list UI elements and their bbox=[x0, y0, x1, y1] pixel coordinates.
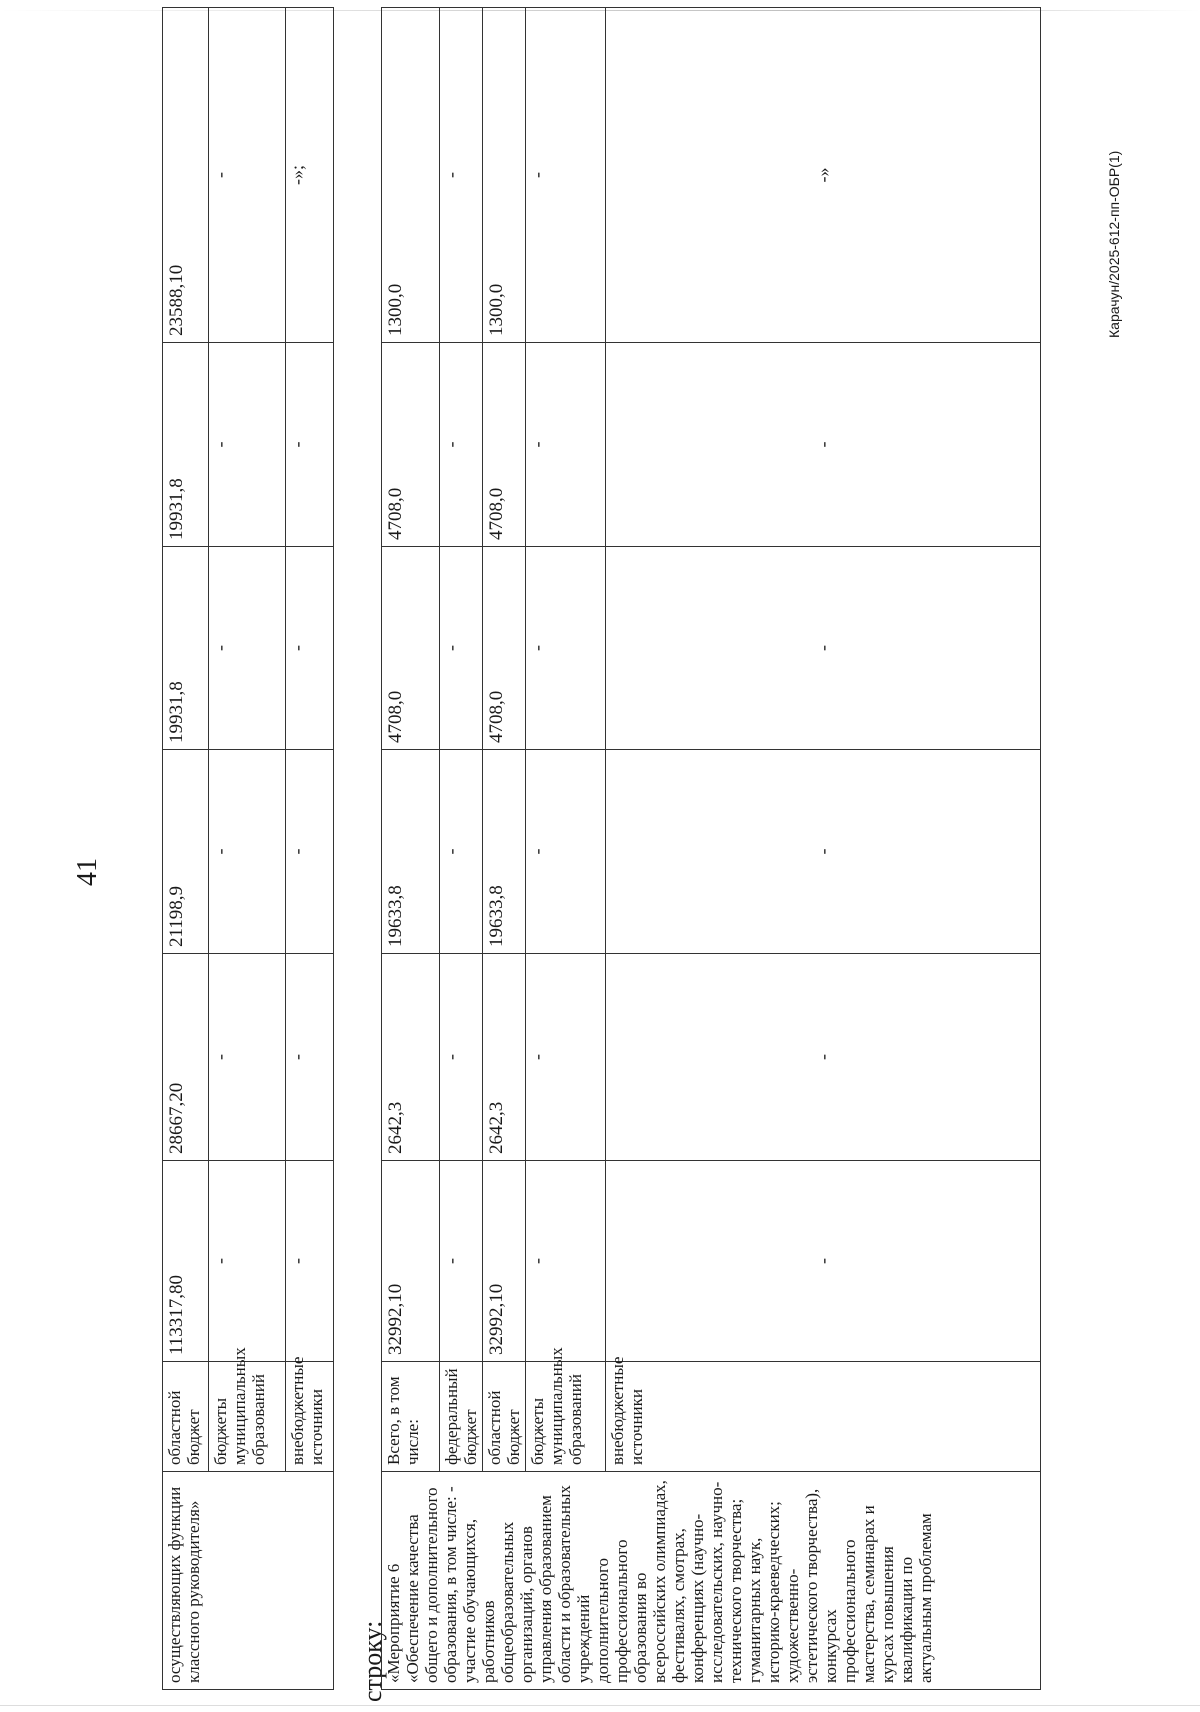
bottom-table-row-1 bbox=[382, 8, 440, 1690]
top-cell: - bbox=[286, 750, 334, 954]
bottom-cell: 19633,8 bbox=[382, 750, 440, 954]
bottom-cell: 1300,0 bbox=[483, 8, 526, 343]
bottom-cell: 2642,3 bbox=[483, 954, 526, 1161]
bottom-cell: - bbox=[440, 343, 483, 547]
bottom-cell: 32992,10 bbox=[382, 1161, 440, 1362]
bottom-table-row-2 bbox=[440, 8, 483, 1690]
bottom-cell: - bbox=[526, 954, 606, 1161]
section-label: строку: bbox=[358, 1620, 387, 1702]
bottom-financing-table bbox=[381, 7, 1041, 1690]
top-cell: - bbox=[209, 954, 286, 1161]
bottom-cell: 4708,0 bbox=[382, 343, 440, 547]
bottom-cell: - bbox=[440, 954, 483, 1161]
bottom-cell: 4708,0 bbox=[382, 547, 440, 750]
bottom-cell: - bbox=[526, 343, 606, 547]
bottom-cell: - bbox=[526, 750, 606, 954]
bottom-cell: 1300,0 bbox=[382, 8, 440, 343]
top-cell: -»; bbox=[286, 8, 334, 343]
bottom-cell: 2642,3 bbox=[382, 954, 440, 1161]
top-cell: - bbox=[286, 343, 334, 547]
top-cell: - bbox=[286, 954, 334, 1161]
bottom-cell: 32992,10 bbox=[483, 1161, 526, 1362]
top-table-row-2 bbox=[209, 8, 286, 1690]
bottom-cell: - bbox=[526, 1161, 606, 1362]
bottom-table-title: «Мероприятие 6 «Обеспечение качества общего и дополнительного образования, в том числе: - участие обучающихся, работников общеобразовательных организаций, органов управления образованием области и образовательных учреждений дополнительного профессионального образования во всероссийских олимпиадах, фестивалях, смотрах, конференциях (научно-исследовательских, научно-технического творчества; гуманитарных наук, историко-краеведческих; художественно-эстетического творчества), конкурсах профессионального мастерства, семинарах и курсах повышения квалификации по актуальным проблемам bbox=[382, 1472, 1041, 1690]
bottom-source-label: федеральный бюджет bbox=[440, 1362, 483, 1472]
top-table-title: осуществляющих функции классного руководителя» bbox=[163, 1472, 334, 1690]
top-table-row-1 bbox=[163, 8, 209, 1690]
top-table-row-3 bbox=[286, 8, 334, 1690]
top-cell: - bbox=[209, 8, 286, 343]
bottom-table-row-3 bbox=[483, 8, 526, 1690]
top-cell: - bbox=[209, 343, 286, 547]
bottom-cell: 4708,0 bbox=[483, 547, 526, 750]
top-cell: - bbox=[209, 1161, 286, 1362]
bottom-cell: - bbox=[606, 954, 1041, 1161]
top-cell: - bbox=[286, 547, 334, 750]
bottom-cell: - bbox=[526, 8, 606, 343]
top-cell: - bbox=[209, 750, 286, 954]
bottom-cell: - bbox=[440, 547, 483, 750]
bottom-table-row-5 bbox=[606, 8, 1041, 1690]
top-source-label: внебюджетные источники bbox=[286, 1362, 334, 1472]
bottom-cell: -» bbox=[606, 8, 1041, 343]
top-cell: 23588,10 bbox=[163, 8, 209, 343]
bottom-cell: 19633,8 bbox=[483, 750, 526, 954]
bottom-cell: - bbox=[440, 1161, 483, 1362]
bottom-cell: - bbox=[440, 8, 483, 343]
bottom-source-label: бюджеты муниципальных образований bbox=[526, 1362, 606, 1472]
bottom-source-label: Всего, в том числе: bbox=[382, 1362, 440, 1472]
bottom-cell: 4708,0 bbox=[483, 343, 526, 547]
top-cell: 28667,20 bbox=[163, 954, 209, 1161]
top-cell: 19931,8 bbox=[163, 547, 209, 750]
bottom-source-label: областной бюджет bbox=[483, 1362, 526, 1472]
top-cell: 113317,80 bbox=[163, 1161, 209, 1362]
bottom-table-row-4 bbox=[526, 8, 606, 1690]
bottom-cell: - bbox=[440, 750, 483, 954]
top-financing-table bbox=[162, 7, 334, 1690]
top-source-label: областной бюджет bbox=[163, 1362, 209, 1472]
top-cell: 21198,9 bbox=[163, 750, 209, 954]
bottom-cell: - bbox=[606, 1161, 1041, 1362]
bottom-cell: - bbox=[606, 750, 1041, 954]
bottom-cell: - bbox=[606, 343, 1041, 547]
document-code: Карачун/2025-612-пп-ОБР(1) bbox=[1106, 150, 1122, 338]
top-source-label: бюджеты муниципальных образований bbox=[209, 1362, 286, 1472]
page-number: 41 bbox=[72, 858, 103, 886]
top-cell: - bbox=[286, 1161, 334, 1362]
bottom-cell: - bbox=[526, 547, 606, 750]
bottom-cell: - bbox=[606, 547, 1041, 750]
bottom-source-label: внебюджетные источники bbox=[606, 1362, 1041, 1472]
top-cell: 19931,8 bbox=[163, 343, 209, 547]
top-cell: - bbox=[209, 547, 286, 750]
